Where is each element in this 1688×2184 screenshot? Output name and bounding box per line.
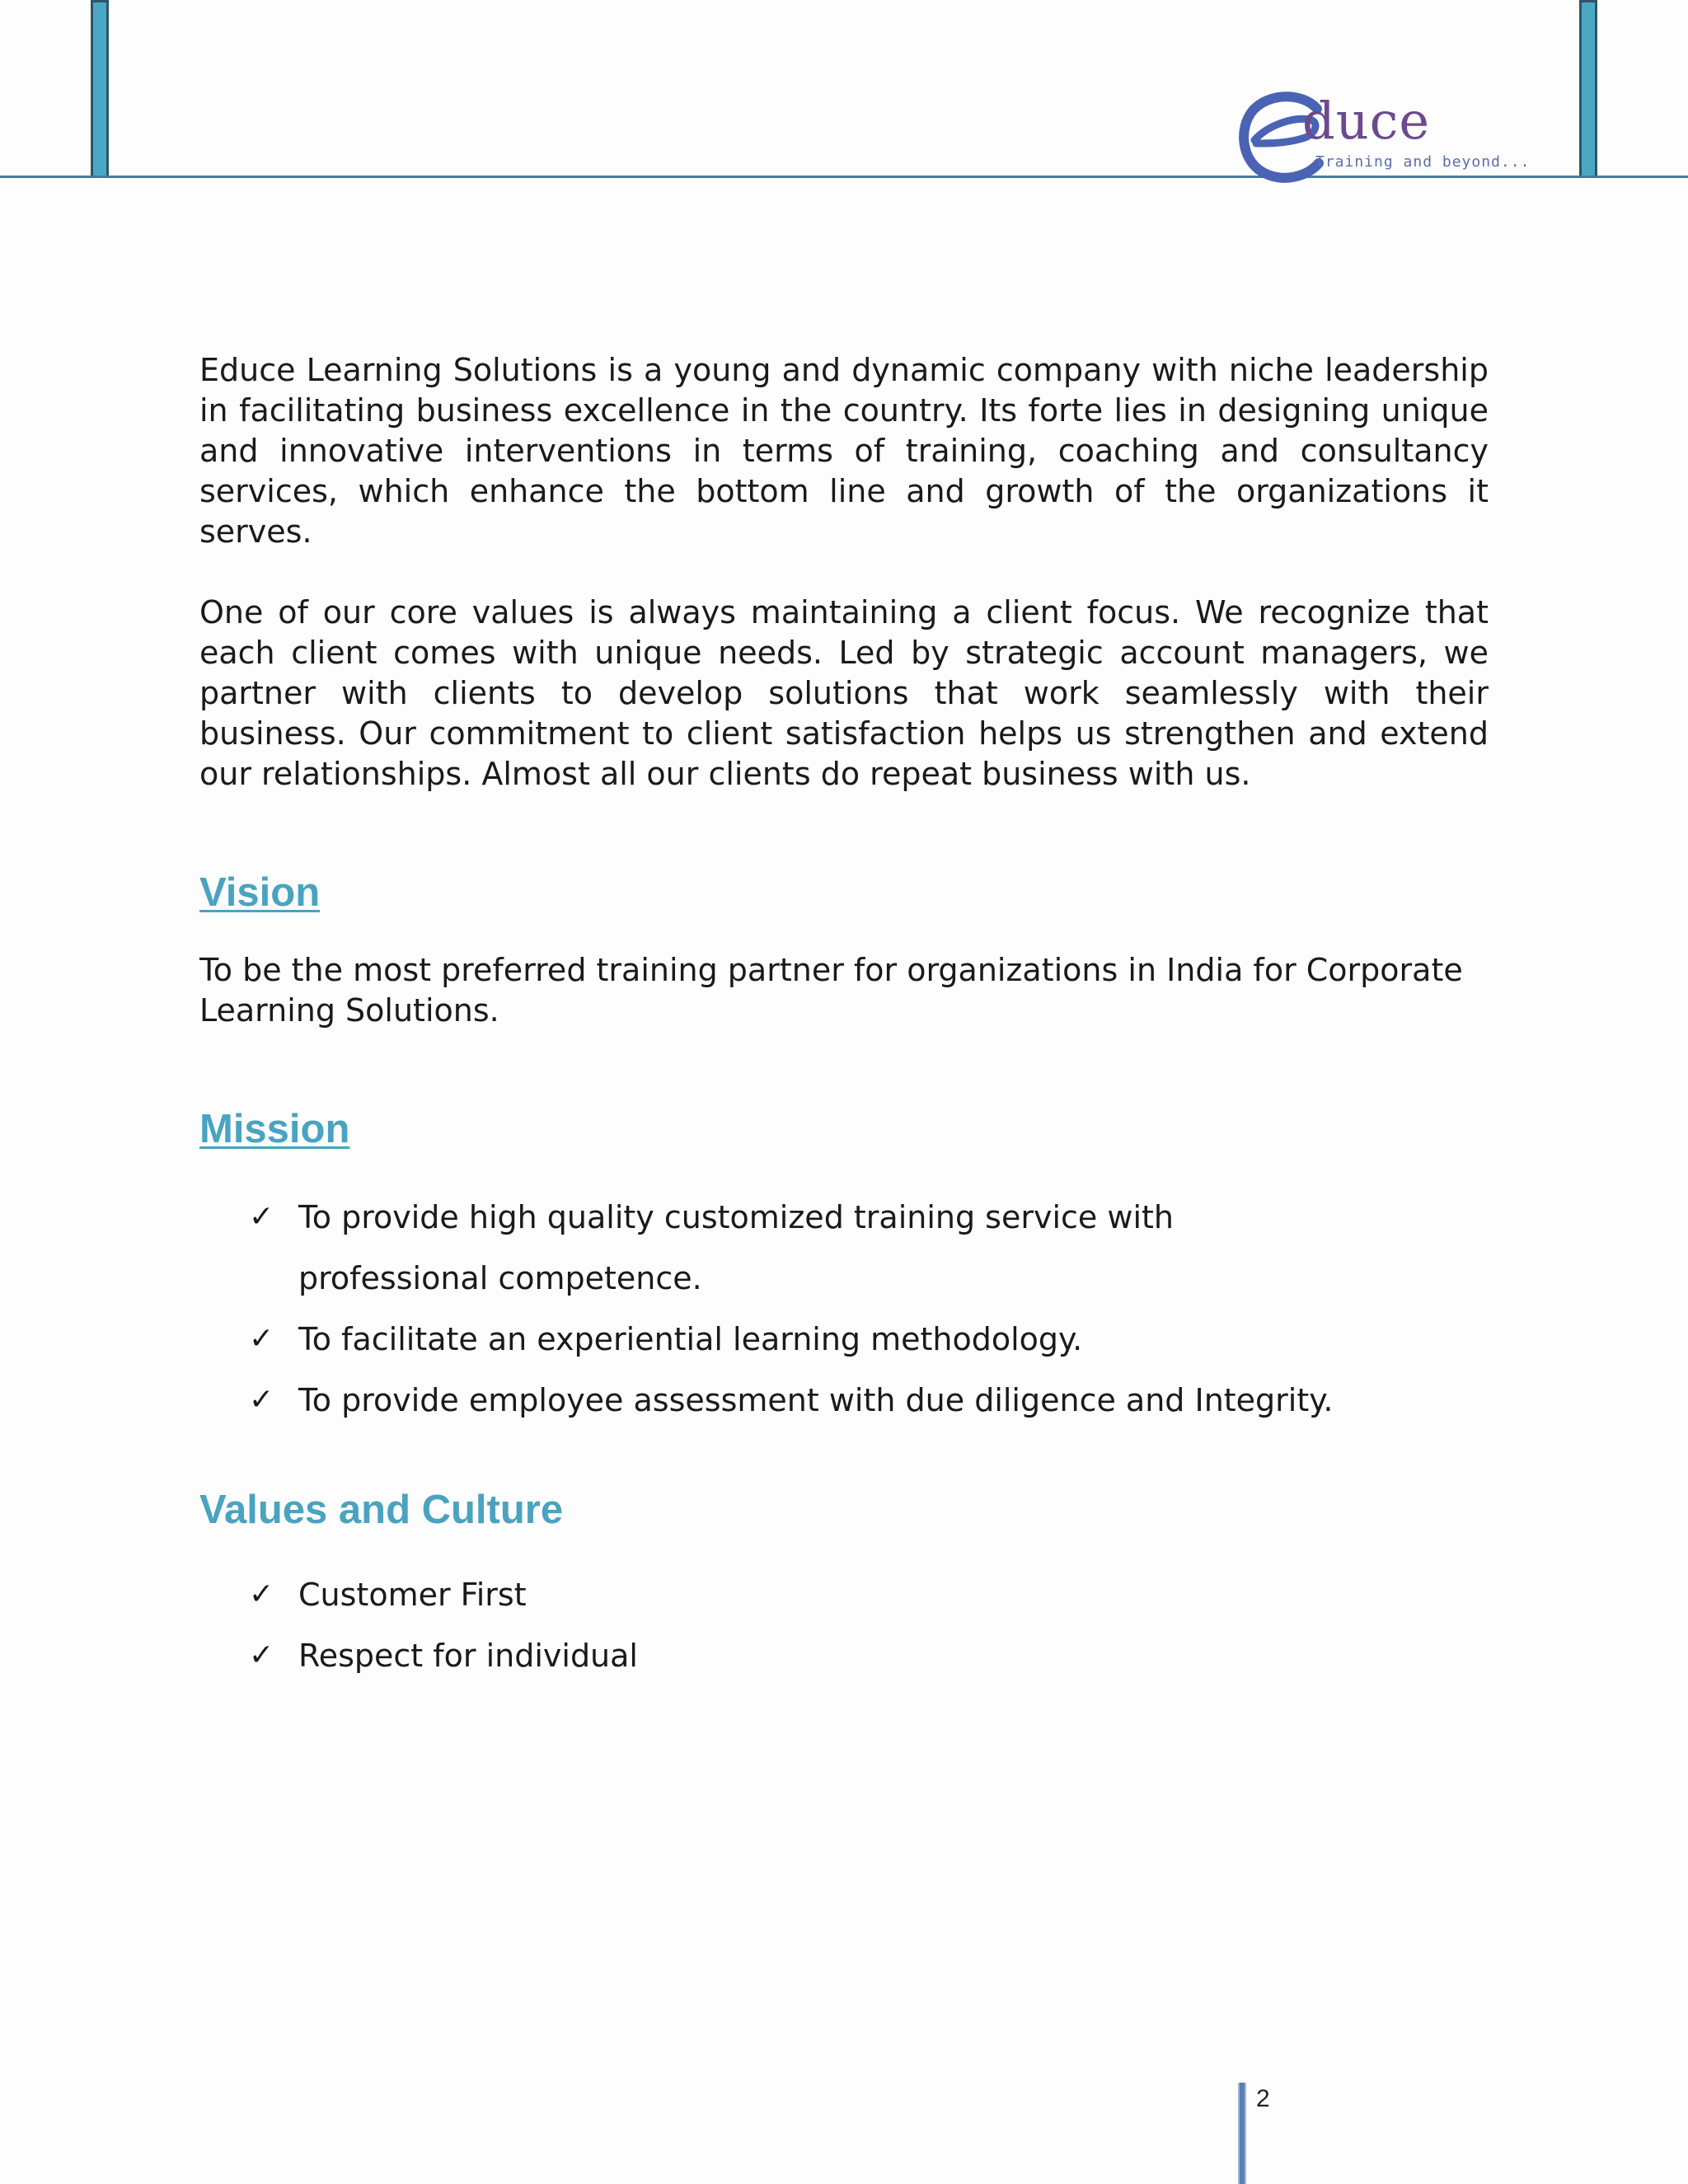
mission-item-text: To provide high quality customized training service with professional competence. bbox=[298, 1199, 1174, 1296]
values-culture-heading: Values and Culture bbox=[199, 1488, 564, 1532]
checkmark-icon: ✓ bbox=[249, 1200, 274, 1234]
value-item-text: Respect for individual bbox=[298, 1638, 638, 1674]
list-item bbox=[249, 1564, 1489, 1625]
list-item bbox=[249, 1309, 1489, 1370]
footer-bar bbox=[1238, 2083, 1246, 2184]
checkmark-icon: ✓ bbox=[249, 1577, 274, 1611]
header-right-bar bbox=[1579, 0, 1597, 178]
checkmark-icon: ✓ bbox=[249, 1638, 274, 1672]
list-item bbox=[249, 1370, 1489, 1431]
mission-list bbox=[199, 1187, 1489, 1431]
mission-heading: Mission bbox=[199, 1107, 350, 1151]
logo-wordmark: duce bbox=[1302, 91, 1431, 151]
mission-item-text: To facilitate an experiential learning methodology. bbox=[298, 1321, 1083, 1357]
logo-tagline: Training and beyond... bbox=[1315, 153, 1531, 171]
header-left-bar bbox=[91, 0, 109, 178]
list-item bbox=[249, 1625, 1489, 1686]
core-values-paragraph: One of our core values is always maintaining a client focus. We recognize that each client comes with unique needs. Led by strategic account managers, we partner with clients to develop solutions that work seamlessly with their business. Our commitment to client satisfaction helps us strengthen and extend our relationships. Almost all our clients do repeat business with us. bbox=[199, 594, 1489, 792]
page-number: 2 bbox=[1256, 2085, 1270, 2112]
educe-logo bbox=[1236, 91, 1531, 183]
vision-heading: Vision bbox=[199, 870, 321, 915]
mission-item-text: To provide employee assessment with due diligence and Integrity. bbox=[298, 1382, 1334, 1418]
list-item bbox=[249, 1187, 1320, 1309]
value-item-text: Customer First bbox=[298, 1577, 527, 1613]
values-culture-list bbox=[199, 1564, 1489, 1686]
main-content bbox=[199, 350, 1489, 1686]
vision-text: To be the most preferred training partner for organizations in India for Corporate Learning Solutions. bbox=[199, 952, 1463, 1029]
intro-paragraph: Educe Learning Solutions is a young and dynamic company with niche leadership in facilitating business excellence in the country. Its forte lies in designing unique and innovative interventions in terms of training, coaching and consultancy services, which enhance the bottom line and growth of the organizations it serves. bbox=[199, 352, 1489, 550]
checkmark-icon: ✓ bbox=[249, 1322, 274, 1356]
checkmark-icon: ✓ bbox=[249, 1383, 274, 1417]
